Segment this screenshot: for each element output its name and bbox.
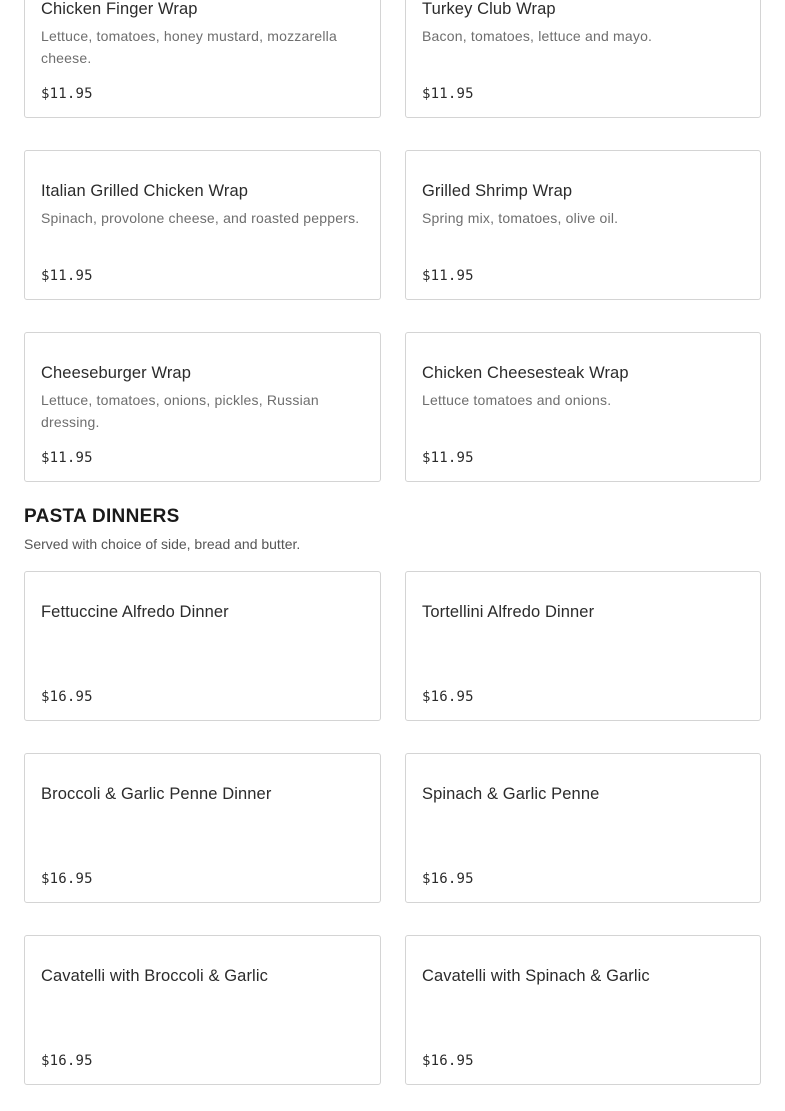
menu-item-card[interactable]	[24, 753, 381, 903]
menu-item-card[interactable]	[24, 935, 381, 1085]
menu-item-card[interactable]	[24, 332, 381, 482]
item-name: Grilled Shrimp Wrap	[422, 182, 573, 200]
item-description: Spring mix, tomatoes, olive oil.	[422, 210, 619, 226]
item-name: Tortellini Alfredo Dinner	[422, 603, 595, 621]
section-title: PASTA DINNERS	[24, 506, 180, 527]
item-description: Bacon, tomatoes, lettuce and mayo.	[422, 28, 653, 44]
item-price: $11.95	[422, 268, 474, 284]
wraps-grid	[24, 0, 761, 482]
item-description: Lettuce, tomatoes, honey mustard, mozzarella cheese.	[41, 28, 337, 66]
menu-item-card[interactable]	[405, 753, 761, 903]
item-price: $16.95	[41, 1053, 93, 1069]
item-price: $11.95	[41, 450, 93, 466]
item-description: Spinach, provolone cheese, and roasted peppers.	[41, 210, 360, 226]
item-name: Turkey Club Wrap	[422, 0, 556, 18]
item-name: Chicken Cheesesteak Wrap	[422, 364, 629, 382]
item-name: Fettuccine Alfredo Dinner	[41, 603, 229, 621]
menu-item-card[interactable]	[405, 0, 761, 118]
item-description: Lettuce tomatoes and onions.	[422, 392, 612, 408]
item-price: $16.95	[422, 689, 474, 705]
item-name: Spinach & Garlic Penne	[422, 785, 600, 803]
menu-page	[24, 0, 761, 1085]
item-description: Lettuce, tomatoes, onions, pickles, Russian dressing.	[41, 392, 319, 430]
menu-item-card[interactable]	[24, 150, 381, 300]
item-price: $11.95	[41, 86, 93, 102]
menu-item-card[interactable]	[24, 0, 381, 118]
item-name: Broccoli & Garlic Penne Dinner	[41, 785, 272, 803]
item-price: $11.95	[422, 86, 474, 102]
menu-item-card[interactable]	[24, 571, 381, 721]
menu-item-card[interactable]	[405, 332, 761, 482]
item-price: $16.95	[41, 871, 93, 887]
item-name: Cavatelli with Broccoli & Garlic	[41, 967, 268, 985]
menu-item-card[interactable]	[405, 935, 761, 1085]
item-price: $16.95	[41, 689, 93, 705]
item-name: Cavatelli with Spinach & Garlic	[422, 967, 650, 985]
pasta-section-header	[24, 506, 761, 553]
item-price: $11.95	[41, 268, 93, 284]
section-subtitle: Served with choice of side, bread and butter.	[24, 536, 301, 552]
menu-item-card[interactable]	[405, 571, 761, 721]
menu-item-card[interactable]	[405, 150, 761, 300]
pasta-grid	[24, 571, 761, 1085]
item-name: Cheeseburger Wrap	[41, 364, 191, 382]
item-name: Italian Grilled Chicken Wrap	[41, 182, 248, 200]
item-price: $16.95	[422, 1053, 474, 1069]
item-price: $11.95	[422, 450, 474, 466]
item-price: $16.95	[422, 871, 474, 887]
item-name: Chicken Finger Wrap	[41, 0, 198, 18]
